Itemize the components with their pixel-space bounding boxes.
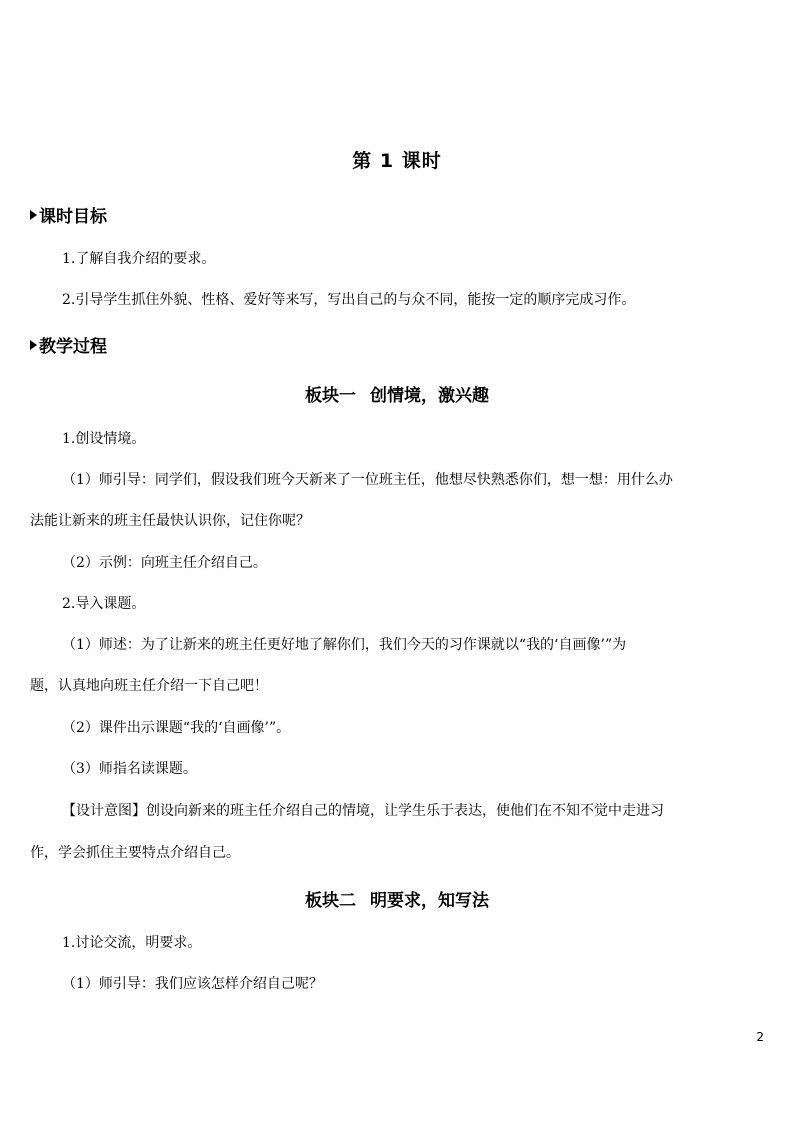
process-heading-text: 教学过程 xyxy=(39,337,107,357)
objectives-heading xyxy=(30,202,107,227)
process-heading xyxy=(30,332,107,357)
design-intent-line-2: 作，学会抓住主要特点介绍自己。 xyxy=(30,845,240,861)
design-intent-line-1 xyxy=(62,801,664,821)
block1-title: 创情境，激兴趣 xyxy=(370,386,489,406)
block2-title: 明要求，知写法 xyxy=(370,891,489,911)
bullet-triangle-icon xyxy=(30,340,37,350)
block2-label: 板块二 xyxy=(305,891,356,911)
design-intent-text: 创设向新来的班主任介绍自己的情境，让学生乐于表达，使他们在不知不觉中走进习 xyxy=(146,803,664,819)
bullet-triangle-icon xyxy=(30,210,37,220)
block1-label: 板块一 xyxy=(305,386,356,406)
design-intent-label: 【设计意图】 xyxy=(62,803,146,819)
block1-line-4: （2）示例：向班主任介绍自己。 xyxy=(62,555,267,571)
block1-line-8: （2）课件出示课题“我的‘自画像’”。 xyxy=(62,720,291,736)
lesson-title: 第 1 课时 xyxy=(352,150,442,172)
block1-heading xyxy=(0,381,794,406)
block1-line-6: （1）师述：为了让新来的班主任更好地了解你们，我们今天的习作课就以“我的‘自画像’”为 xyxy=(62,637,627,653)
block1-line-3: 法能让新来的班主任最快认识你，记住你呢？ xyxy=(30,513,310,529)
block1-line-5: 2.导入课题。 xyxy=(62,596,146,612)
block1-line-7: 题，认真地向班主任介绍一下自己吧！ xyxy=(30,678,268,694)
block2-heading xyxy=(0,886,794,911)
block1-line-9: （3）师指名读课题。 xyxy=(62,761,197,777)
objective-item-1: 1.了解自我介绍的要求。 xyxy=(62,251,216,267)
page-number: 2 xyxy=(756,1030,764,1044)
block2-line-1: 1.讨论交流，明要求。 xyxy=(62,935,202,951)
objective-item-2: 2.引导学生抓住外貌、性格、爱好等来写，写出自己的与众不同，能按一定的顺序完成习作。 xyxy=(62,292,636,308)
block2-line-2: （1）师引导：我们应该怎样介绍自己呢？ xyxy=(62,976,323,992)
block1-line-2: （1）师引导：同学们，假设我们班今天新来了一位班主任，他想尽快熟悉你们，想一想：用什么办 xyxy=(62,472,673,488)
objectives-heading-text: 课时目标 xyxy=(39,207,107,227)
block1-line-1: 1.创设情境。 xyxy=(62,431,146,447)
